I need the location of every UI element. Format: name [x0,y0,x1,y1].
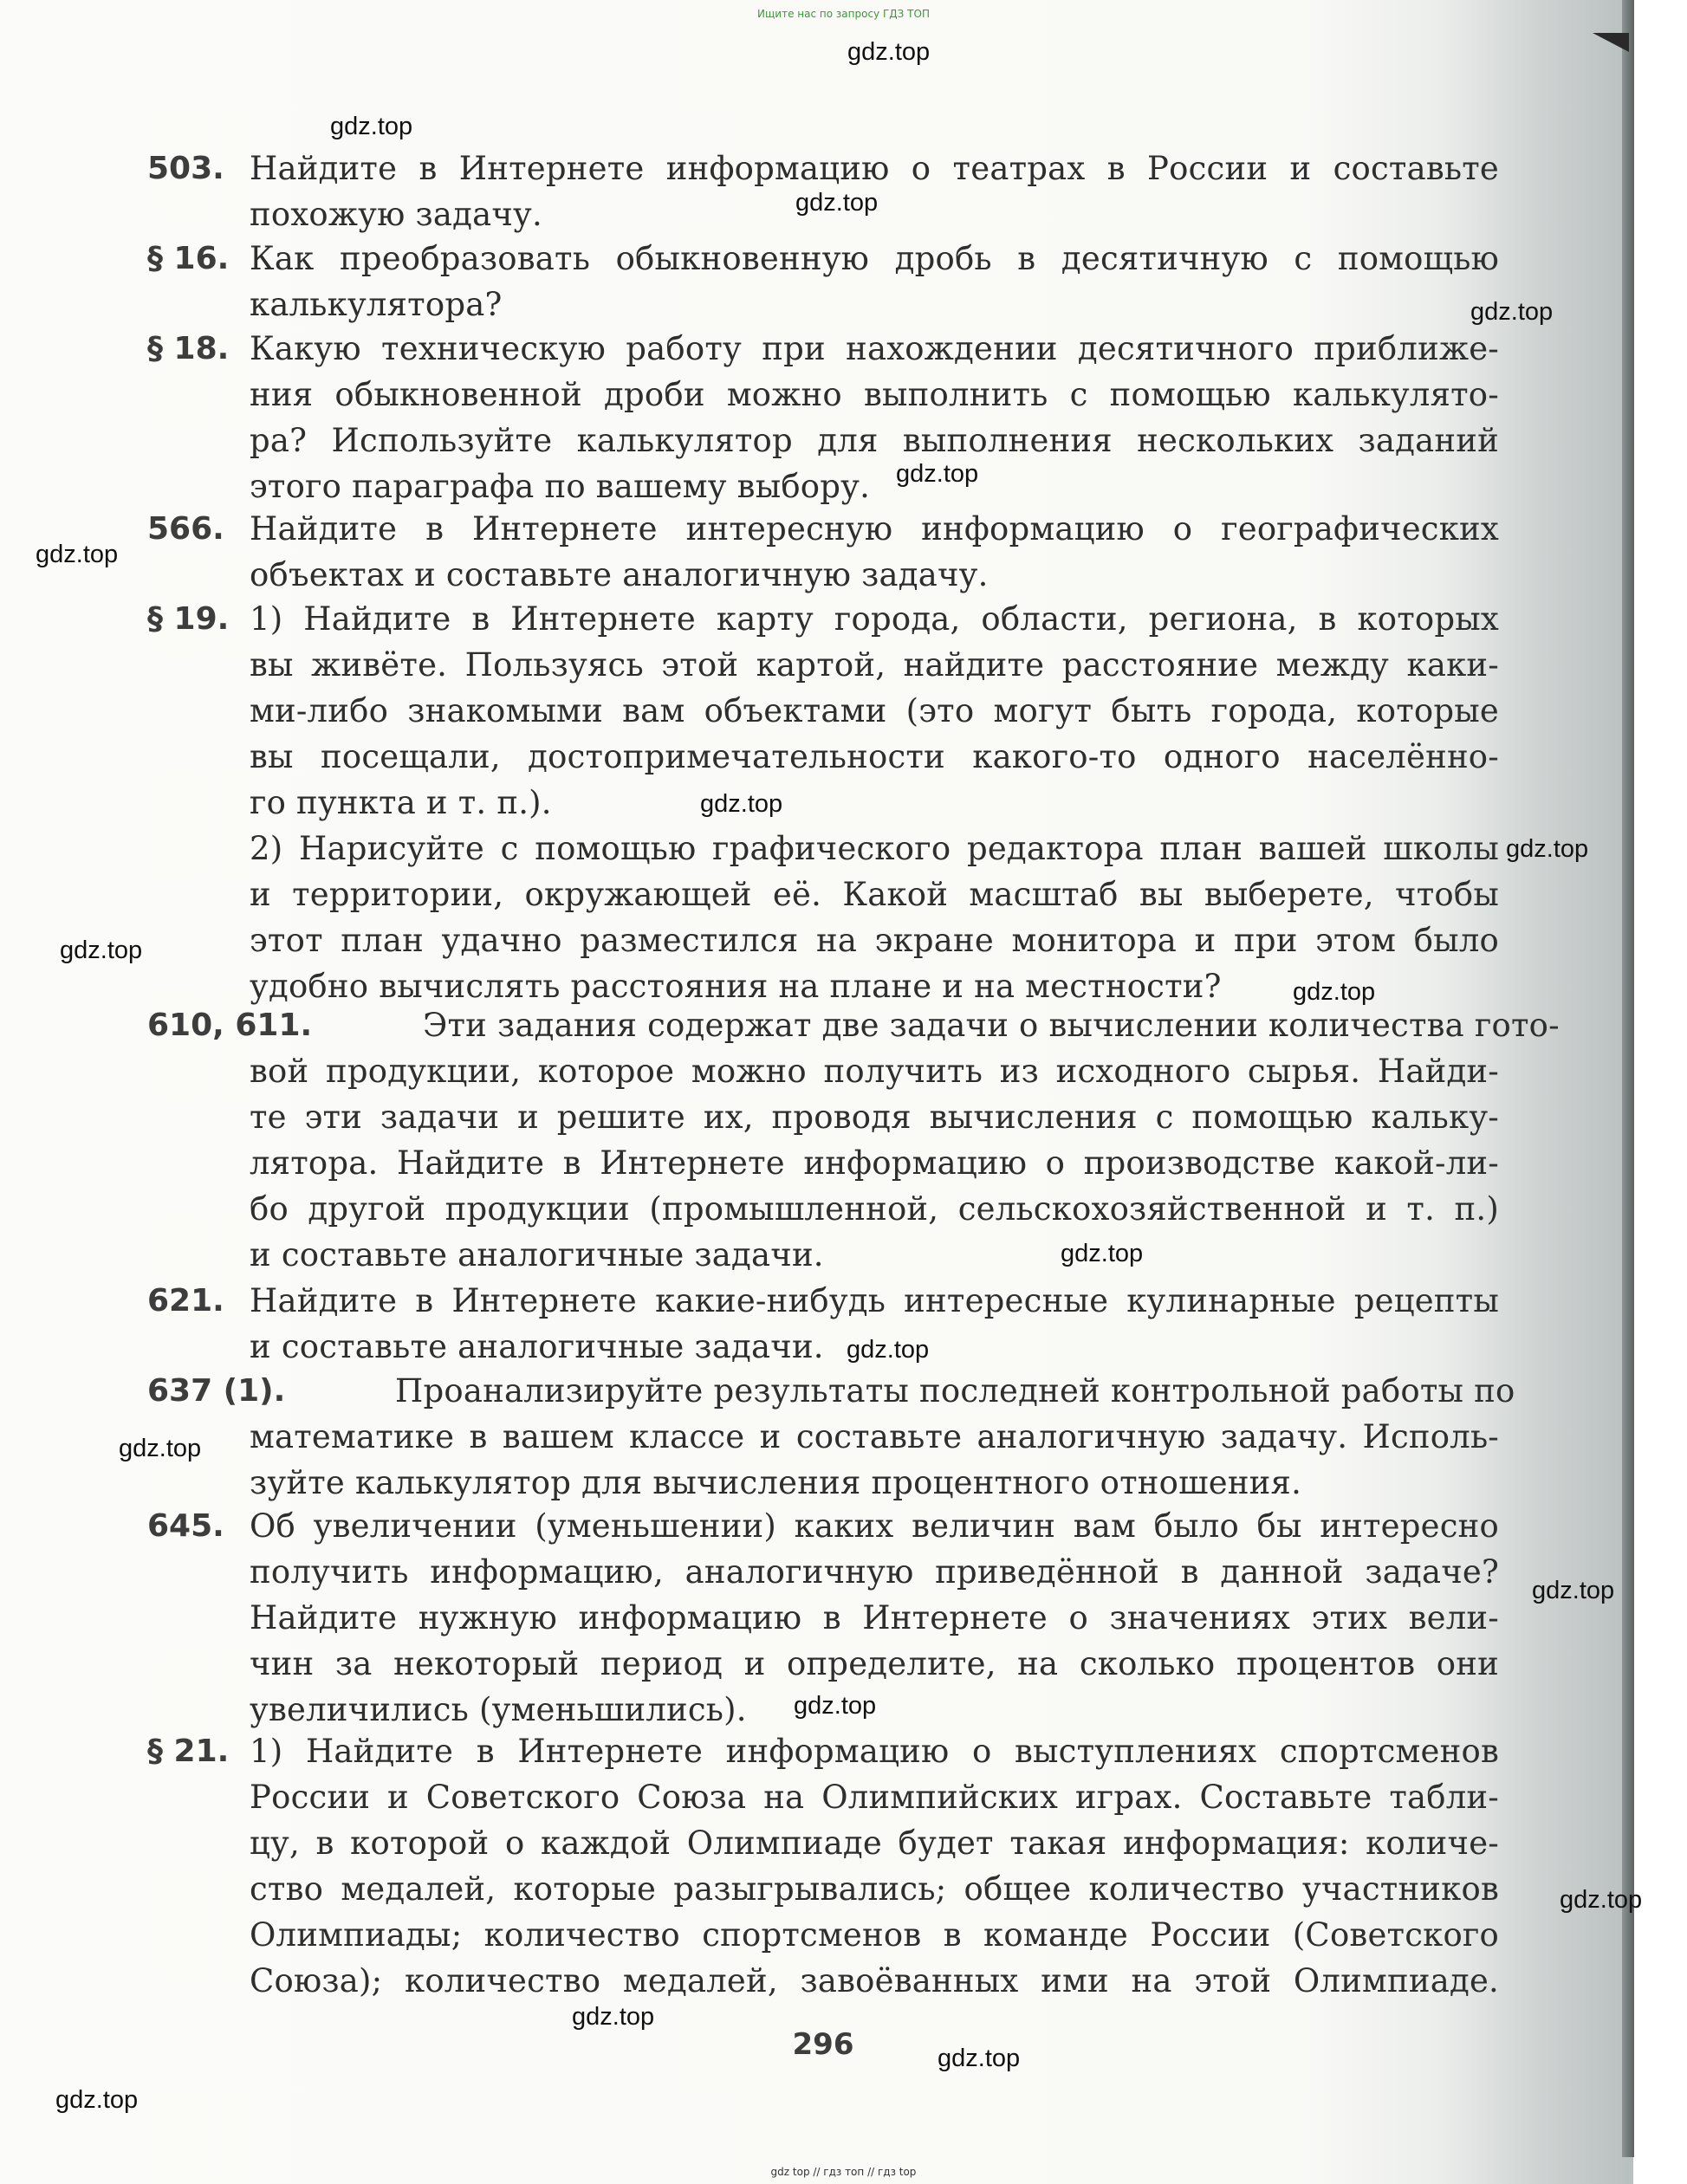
entry-number: 566. [147,511,224,547]
entry-637 [147,1368,1515,1506]
text-line: объектах и составьте аналогичную задачу. [250,556,989,593]
entry-par-18 [147,326,1499,509]
text-line: Об увеличении (уменьшении) каких величин вам было бы интересно [250,1507,1499,1545]
entry-par-19 [147,596,1499,1009]
watermark: gdz.top [1560,1886,1643,1914]
text-line: 2) Нарисуйте с помощью графического редактора план вашей школы [250,830,1499,867]
entry-610-611 [147,1002,1560,1278]
text-line: ра? Используйте калькулятор для выполнения нескольких заданий [250,422,1499,459]
entry-number: § 21. [147,1734,230,1769]
entry-number: § 16. [147,241,230,276]
watermark: gdz.top [119,1435,202,1462]
text-line [250,1002,1560,1048]
text-line: ми-либо знакомыми вам объектами (это могут быть города, которые [250,692,1499,729]
text-line: Союза); количество медалей, завоёванных ими на этой Олимпиаде. [250,1962,1499,1999]
entry-par-21 [147,1728,1499,2004]
text-line: Олимпиады; количество спортсменов в команде России (Советского [250,1916,1499,1954]
text-line: вы посещали, достопримечательности какого-то одного населённо- [250,738,1499,775]
top-search-note: Ищите нас по запросу ГДЗ ТОП [757,8,930,20]
text-line: Найдите в Интернете интересную информацию о географических [250,510,1499,548]
text-line: вы живёте. Пользуясь этой картой, найдите расстояние между каки- [250,646,1499,684]
entry-number: 610, 611. [147,1008,313,1043]
text-line: чин за некоторый период и определите, на сколько процентов они [250,1645,1499,1682]
text-line [250,1368,1515,1414]
text-line: вой продукции, которое можно получить из исходного сырья. Найди- [250,1053,1499,1090]
text-line: Как преобразовать обыкновенную дробь в десятичную с помощью [250,240,1499,277]
text-line: получить информацию, аналогичную приведённой в данной задаче? [250,1553,1499,1591]
entry-503 [147,146,1499,237]
text-line: 1) Найдите в Интернете карту города, области, региона, в которых [250,600,1499,638]
text-line: зуйте калькулятор для вычисления процентного отношения. [250,1464,1302,1501]
entry-number: 645. [147,1508,224,1544]
watermark: gdz.top [700,790,783,818]
text-line: и составьте аналогичные задачи. [250,1328,824,1365]
text-line: лятора. Найдите в Интернете информацию о производстве какой-ли- [250,1144,1499,1182]
text-line: Какую техническую работу при нахождении десятичного приближе- [250,330,1499,367]
bottom-note: gdz top // гдз топ // гдз top [770,2166,917,2178]
watermark: gdz.top [1506,835,1589,863]
text-line: России и Советского Союза на Олимпийских играх. Составьте табли- [250,1779,1499,1816]
text-line: этого параграфа по вашему выбору. [250,468,871,505]
text-line: ство медалей, которые разыгрывались; общее количество участников [250,1870,1499,1908]
watermark: gdz.top [330,113,413,140]
watermark: gdz.top [794,1692,877,1720]
watermark: gdz.top [55,2086,139,2114]
text-line: похожую задачу. [250,196,542,233]
entry-number: § 18. [147,331,230,366]
text-line: Найдите в Интернете информацию о театрах в России и составьте [250,150,1499,187]
text-line: Найдите в Интернете какие-нибудь интересные кулинарные рецепты [250,1282,1499,1319]
watermark: gdz.top [847,1336,930,1364]
watermark: gdz.top [847,38,931,66]
text-line: бо другой продукции (промышленной, сельскохозяйственной и т. п.) [250,1190,1499,1228]
entry-number: 503. [147,151,224,186]
entry-number: 637 (1). [147,1373,286,1409]
watermark: gdz.top [1532,1577,1615,1604]
entry-number: § 19. [147,601,230,637]
watermark: gdz.top [1061,1240,1144,1267]
text-line: увеличились (уменьшились). [250,1691,747,1728]
watermark: gdz.top [36,541,119,568]
text-line: те эти задачи и решите их, проводя вычисления с помощью кальку- [250,1098,1499,1136]
text-line: математике в вашем классе и составьте аналогичную задачу. Исполь- [250,1418,1499,1455]
text-line-lead: Проанализируйте результаты последней контрольной работы по [395,1372,1515,1410]
text-line: калькулятора? [250,286,503,323]
book-spine-shadow [1622,0,1634,2157]
watermark: gdz.top [1293,978,1376,1006]
entry-645 [147,1503,1499,1733]
text-line: этот план удачно разместился на экране монитора и при этом было [250,922,1499,959]
text-line: удобно вычислять расстояния на плане и на местности? [250,968,1222,1005]
text-line: и составьте аналогичные задачи. [250,1236,824,1273]
entry-number: 621. [147,1283,224,1319]
entry-621 [147,1278,1499,1370]
watermark: gdz.top [896,460,979,488]
entry-par-16 [147,236,1499,327]
text-line: ния обыкновенной дроби можно выполнить с помощью калькулято- [250,376,1499,413]
watermark: gdz.top [572,2003,655,2031]
page-corner [1593,33,1629,52]
entry-566 [147,506,1499,598]
text-line: Найдите нужную информацию в Интернете о значениях этих вели- [250,1599,1499,1636]
watermark: gdz.top [938,2045,1021,2072]
watermark: gdz.top [60,936,143,964]
text-line: и территории, окружающей её. Какой масштаб вы выберете, чтобы [250,876,1499,913]
text-line: го пункта и т. п.). [250,784,552,821]
text-line: 1) Найдите в Интернете информацию о выступлениях спортсменов [250,1733,1499,1770]
page-number: 296 [792,2027,854,2062]
watermark: gdz.top [1470,298,1554,326]
text-line-lead: Эти задания содержат две задачи о вычислении количества гото- [423,1007,1560,1044]
text-line: цу, в которой о каждой Олимпиаде будет такая информация: количе- [250,1824,1499,1862]
watermark: gdz.top [795,189,879,217]
